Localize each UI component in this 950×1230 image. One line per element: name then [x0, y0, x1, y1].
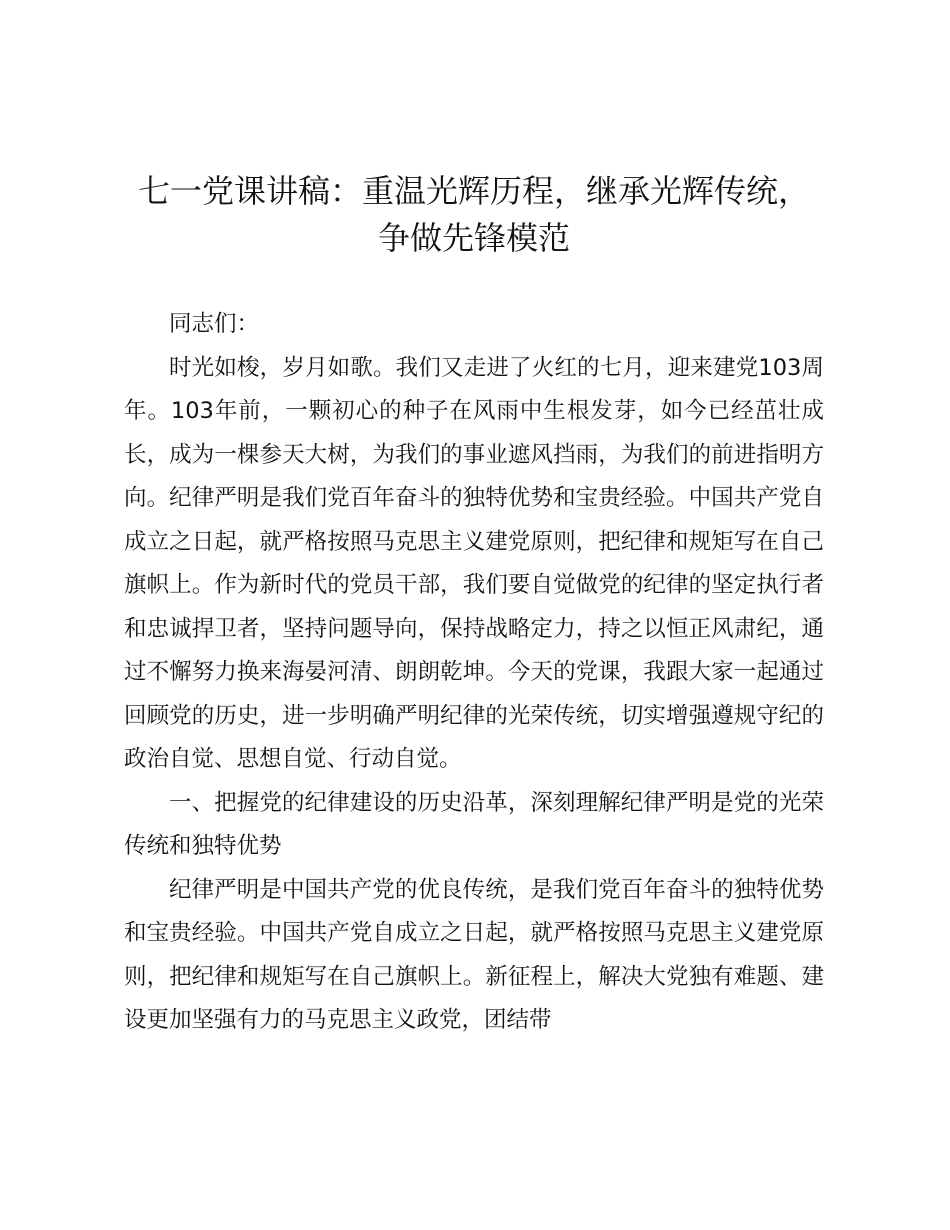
salutation: 同志们：: [169, 311, 260, 337]
document-page: [124, 168, 824, 1043]
body-paragraph: 纪律严明是中国共产党的优良传统，是我们党百年奋斗的独特优势和宝贵经验。中国共产党自成立之日起，就严格按照马克思主义建党原则，把纪律和规矩写在自己旗帜上。新征程上，解决大党独有难题、建设更加坚强有力的马克思主义政党，团结带: [124, 876, 824, 1033]
document-body: [124, 303, 824, 1043]
body-paragraph: 时光如梭，岁月如歌。我们又走进了火红的七月，迎来建党103周年。103年前，一颗初心的种子在风雨中生根发芽，如今已经茁壮成长，成为一棵参天大树，为我们的事业遮风挡雨，为我们的前进指明方向。纪律严明是我们党百年奋斗的独特优势和宝贵经验。中国共产党自成立之日起，就严格按照马克思主义建党原则，把纪律和规矩写在自己旗帜上。作为新时代的党员干部，我们要自觉做党的纪律的坚定执行者和忠诚捍卫者，坚持问题导向，保持战略定力，持之以恒正风肃纪，通过不懈努力换来海晏河清、朗朗乾坤。今天的党课，我跟大家一起通过回顾党的历史，进一步明确严明纪律的光荣传统，切实增强遵规守纪的政治自觉、思想自觉、行动自觉。: [124, 354, 824, 772]
document-title: 七一党课讲稿：重温光辉历程，继承光辉传统，争做先锋模范: [137, 172, 810, 257]
section-heading: 一、把握党的纪律建设的历史沿革，深刻理解纪律严明是党的光荣传统和独特优势: [124, 789, 824, 859]
